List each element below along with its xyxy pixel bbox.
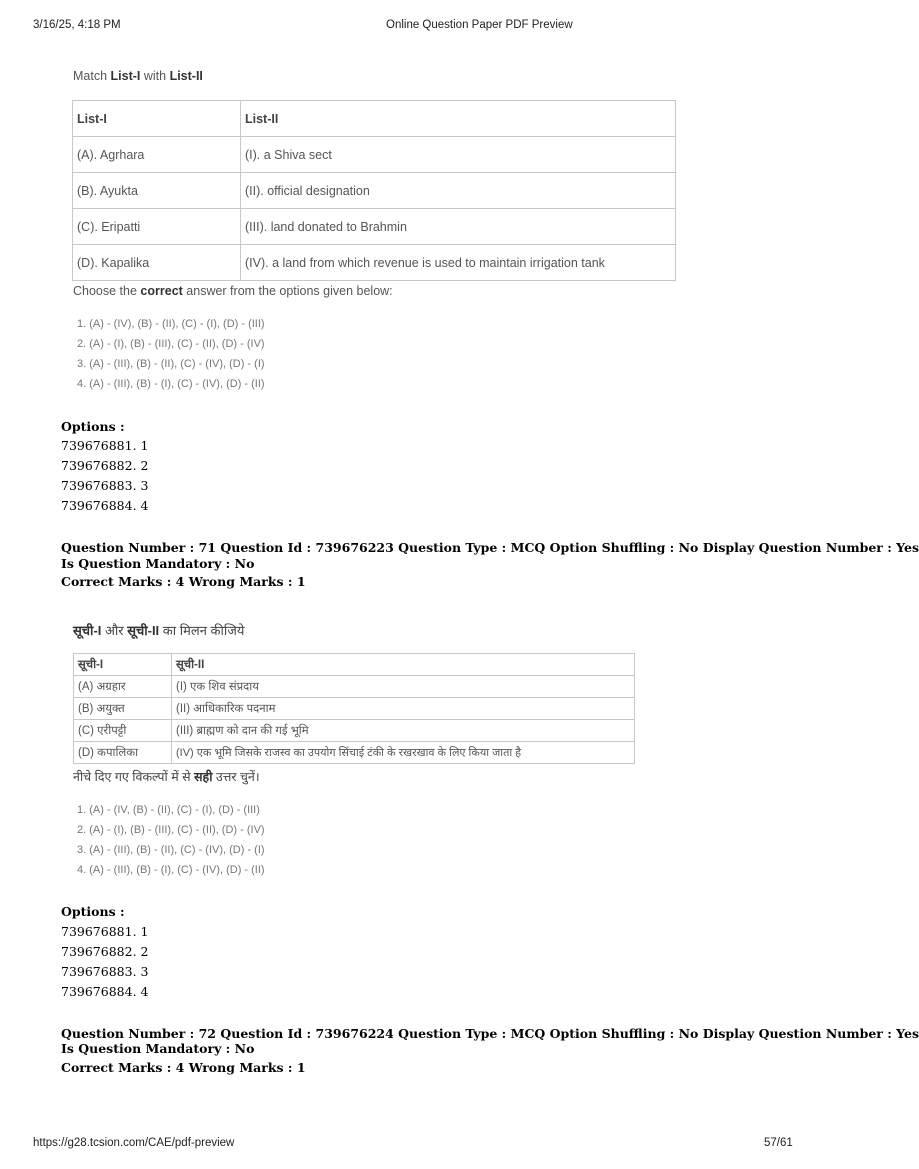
table-header-cell: List-I xyxy=(73,101,241,137)
table-row xyxy=(73,209,676,245)
option-item: 739676883. 3 xyxy=(61,964,149,979)
list-item: 4. (A) - (III), (B) - (I), (C) - (IV), (D) - (II) xyxy=(77,378,265,390)
option-item: 739676881. 1 xyxy=(61,438,149,453)
table-header-row xyxy=(74,654,635,676)
table-cell: (I) एक शिव संप्रदाय xyxy=(172,676,635,698)
list-item: 1. (A) - (IV), (B) - (II), (C) - (I), (D) - (III) xyxy=(77,318,265,330)
option-item: 739676884. 4 xyxy=(61,984,149,999)
page-title: Online Question Paper PDF Preview xyxy=(386,19,573,31)
question-meta-line: Question Number : 72 Question Id : 739676224 Question Type : MCQ Option Shuffling : No Display Question Number : Yes xyxy=(61,1026,919,1041)
options-heading: Options : xyxy=(61,904,125,919)
q70-instruction: Match List-I with List-II xyxy=(73,69,203,83)
q71-instruction: सूची-I और सूची-II का मिलन कीजिये xyxy=(73,623,245,638)
question-mandatory-line: Is Question Mandatory : No xyxy=(61,556,255,571)
list-item: 2. (A) - (I), (B) - (III), (C) - (II), (D) - (IV) xyxy=(77,338,265,350)
option-item: 739676881. 1 xyxy=(61,924,149,939)
table-row xyxy=(74,742,635,764)
table-cell: (II) आधिकारिक पदनाम xyxy=(172,698,635,720)
list-item: 1. (A) - (IV, (B) - (II), (C) - (I), (D) - (III) xyxy=(77,804,260,816)
table-cell: (IV) एक भूमि जिसके राजस्व का उपयोग सिंचाई टंकी के रखरखाव के लिए किया जाता है xyxy=(172,742,635,764)
list-item: 3. (A) - (III), (B) - (II), (C) - (IV), (D) - (I) xyxy=(77,844,265,856)
table-cell: (C) एरीपट्टी xyxy=(74,720,172,742)
question-meta-line: Question Number : 71 Question Id : 739676223 Question Type : MCQ Option Shuffling : No Display Question Number : Yes xyxy=(61,540,919,555)
table-cell: (III). land donated to Brahmin xyxy=(241,209,676,245)
q70-choose-instruction: Choose the correct answer from the options given below: xyxy=(73,284,393,298)
table-row xyxy=(74,676,635,698)
table-cell: (C). Eripatti xyxy=(73,209,241,245)
q70-match-table xyxy=(72,100,676,281)
q70-choice-list xyxy=(77,314,265,394)
table-header-row xyxy=(73,101,676,137)
list-item: 3. (A) - (III), (B) - (II), (C) - (IV), (D) - (I) xyxy=(77,358,265,370)
option-item: 739676883. 3 xyxy=(61,478,149,493)
table-cell: (III) ब्राह्मण को दान की गई भूमि xyxy=(172,720,635,742)
table-cell: (B) अयुक्त xyxy=(74,698,172,720)
list-item: 2. (A) - (I), (B) - (III), (C) - (II), (D) - (IV) xyxy=(77,824,265,836)
table-row xyxy=(73,173,676,209)
table-header-cell: सूची-II xyxy=(172,654,635,676)
q71-choose-instruction: नीचे दिए गए विकल्पों में से सही उत्तर चुनें। xyxy=(73,770,260,784)
option-item: 739676882. 2 xyxy=(61,458,149,473)
page-url: https://g28.tcsion.com/CAE/pdf-preview xyxy=(33,1137,235,1149)
table-row xyxy=(74,698,635,720)
question-marks-line: Correct Marks : 4 Wrong Marks : 1 xyxy=(61,574,306,589)
table-header-cell: List-II xyxy=(241,101,676,137)
table-cell: (II). official designation xyxy=(241,173,676,209)
table-cell: (D) कपालिका xyxy=(74,742,172,764)
table-cell: (IV). a land from which revenue is used to maintain irrigation tank xyxy=(241,245,676,281)
page-number: 57/61 xyxy=(764,1137,793,1149)
table-row xyxy=(73,137,676,173)
table-cell: (A) अग्रहार xyxy=(74,676,172,698)
options-heading: Options : xyxy=(61,419,125,434)
question-marks-line: Correct Marks : 4 Wrong Marks : 1 xyxy=(61,1060,306,1075)
option-item: 739676884. 4 xyxy=(61,498,149,513)
table-header-cell: सूची-I xyxy=(74,654,172,676)
option-item: 739676882. 2 xyxy=(61,944,149,959)
table-row xyxy=(73,245,676,281)
table-cell: (D). Kapalika xyxy=(73,245,241,281)
table-cell: (A). Agrhara xyxy=(73,137,241,173)
table-cell: (I). a Shiva sect xyxy=(241,137,676,173)
print-datetime: 3/16/25, 4:18 PM xyxy=(33,19,121,31)
question-mandatory-line: Is Question Mandatory : No xyxy=(61,1041,255,1056)
table-row xyxy=(74,720,635,742)
q71-choice-list xyxy=(77,800,265,880)
list-item: 4. (A) - (III), (B) - (I), (C) - (IV), (D) - (II) xyxy=(77,864,265,876)
q71-match-table xyxy=(73,653,635,764)
table-cell: (B). Ayukta xyxy=(73,173,241,209)
